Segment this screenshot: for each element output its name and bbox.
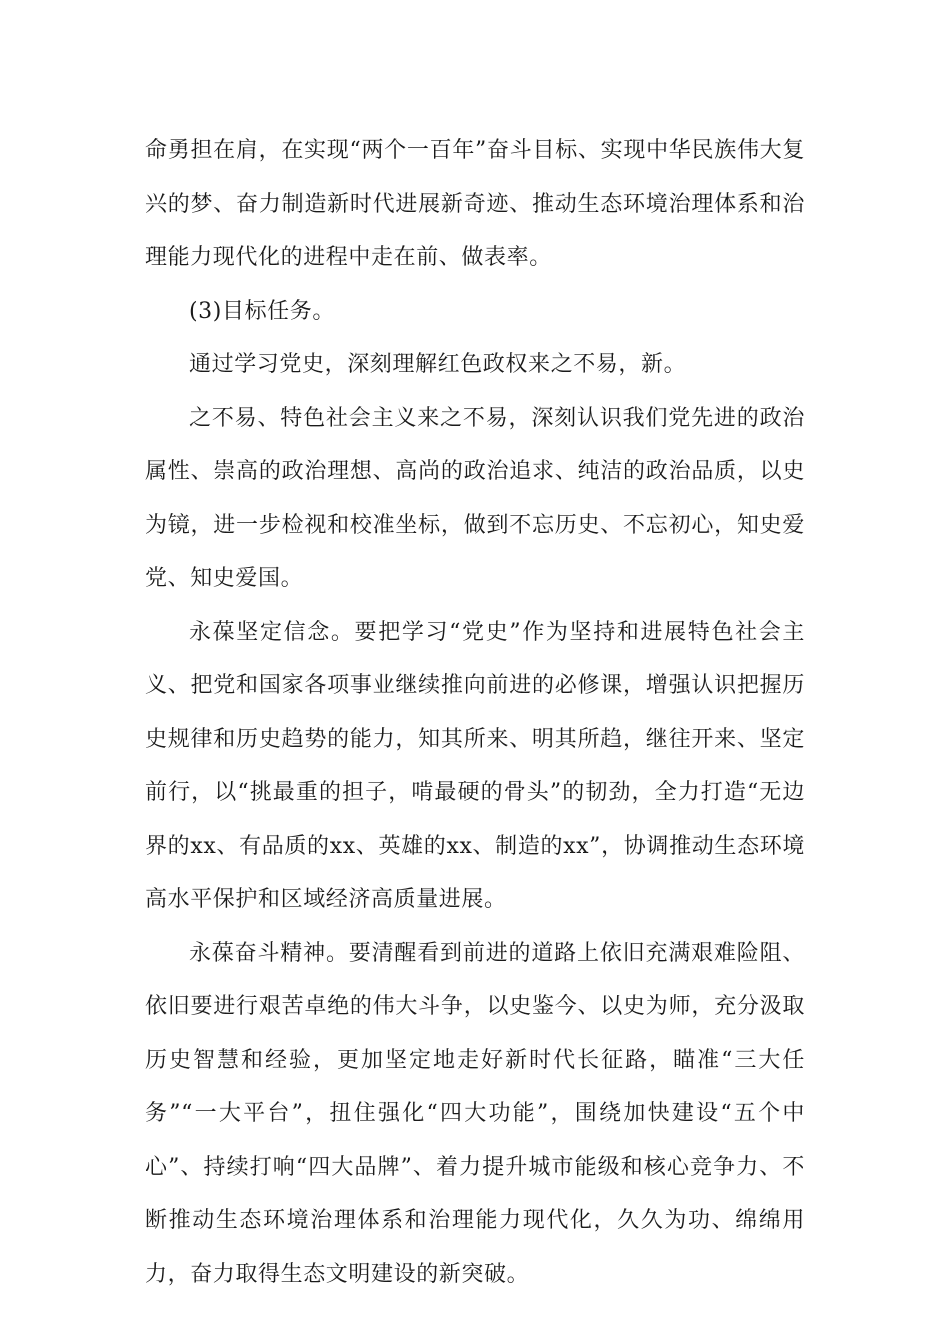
paragraph: 通过学习党史，深刻理解红色政权来之不易，新。 [189,352,687,377]
paragraph: 命勇担在肩，在实现“两个一百年”奋斗目标、实现中华民族伟大复兴的梦、奋力制造新时代进展新奇迹、推动生态环境治理体系和治理能力现代化的进程中走在前、做表率。 [145,138,805,270]
paragraph: (3)目标任务。 [189,298,335,324]
paragraph: 永葆坚定信念。要把学习“党史”作为坚持和进展特色社会主义、把党和国家各项事业继续推向前进的必修课，增强认识把握历史规律和历史趋势的能力，知其所来、明其所趋，继往开来、坚定前行，以“挑最重的担子，啃最硬的骨头”的韧劲，全力打造“无边界的xx、有品质的xx、英雄的xx、制造的xx”，协调推动生态环境高水平保护和区域经济高质量进展。 [145,619,805,912]
document-body [145,124,805,1301]
paragraph: 永葆奋斗精神。要清醒看到前进的道路上依旧充满艰难险阻、依旧要进行艰苦卓绝的伟大斗争，以史鉴今、以史为师，充分汲取历史智慧和经验，更加坚定地走好新时代长征路，瞄准“三大任务”“一大平台”，扭住强化“四大功能”，围绕加快建设“五个中心”、持续打响“四大品牌”、着力提升城市能级和核心竞争力、不断推动生态环境治理体系和治理能力现代化，久久为功、绵绵用力，奋力取得生态文明建设的新突破。 [145,940,805,1287]
paragraph: 之不易、特色社会主义来之不易，深刻认识我们党先进的政治属性、崇高的政治理想、高尚的政治追求、纯洁的政治品质，以史为镜，进一步检视和校准坐标，做到不忘历史、不忘初心，知史爱党、知史爱国。 [145,405,805,591]
